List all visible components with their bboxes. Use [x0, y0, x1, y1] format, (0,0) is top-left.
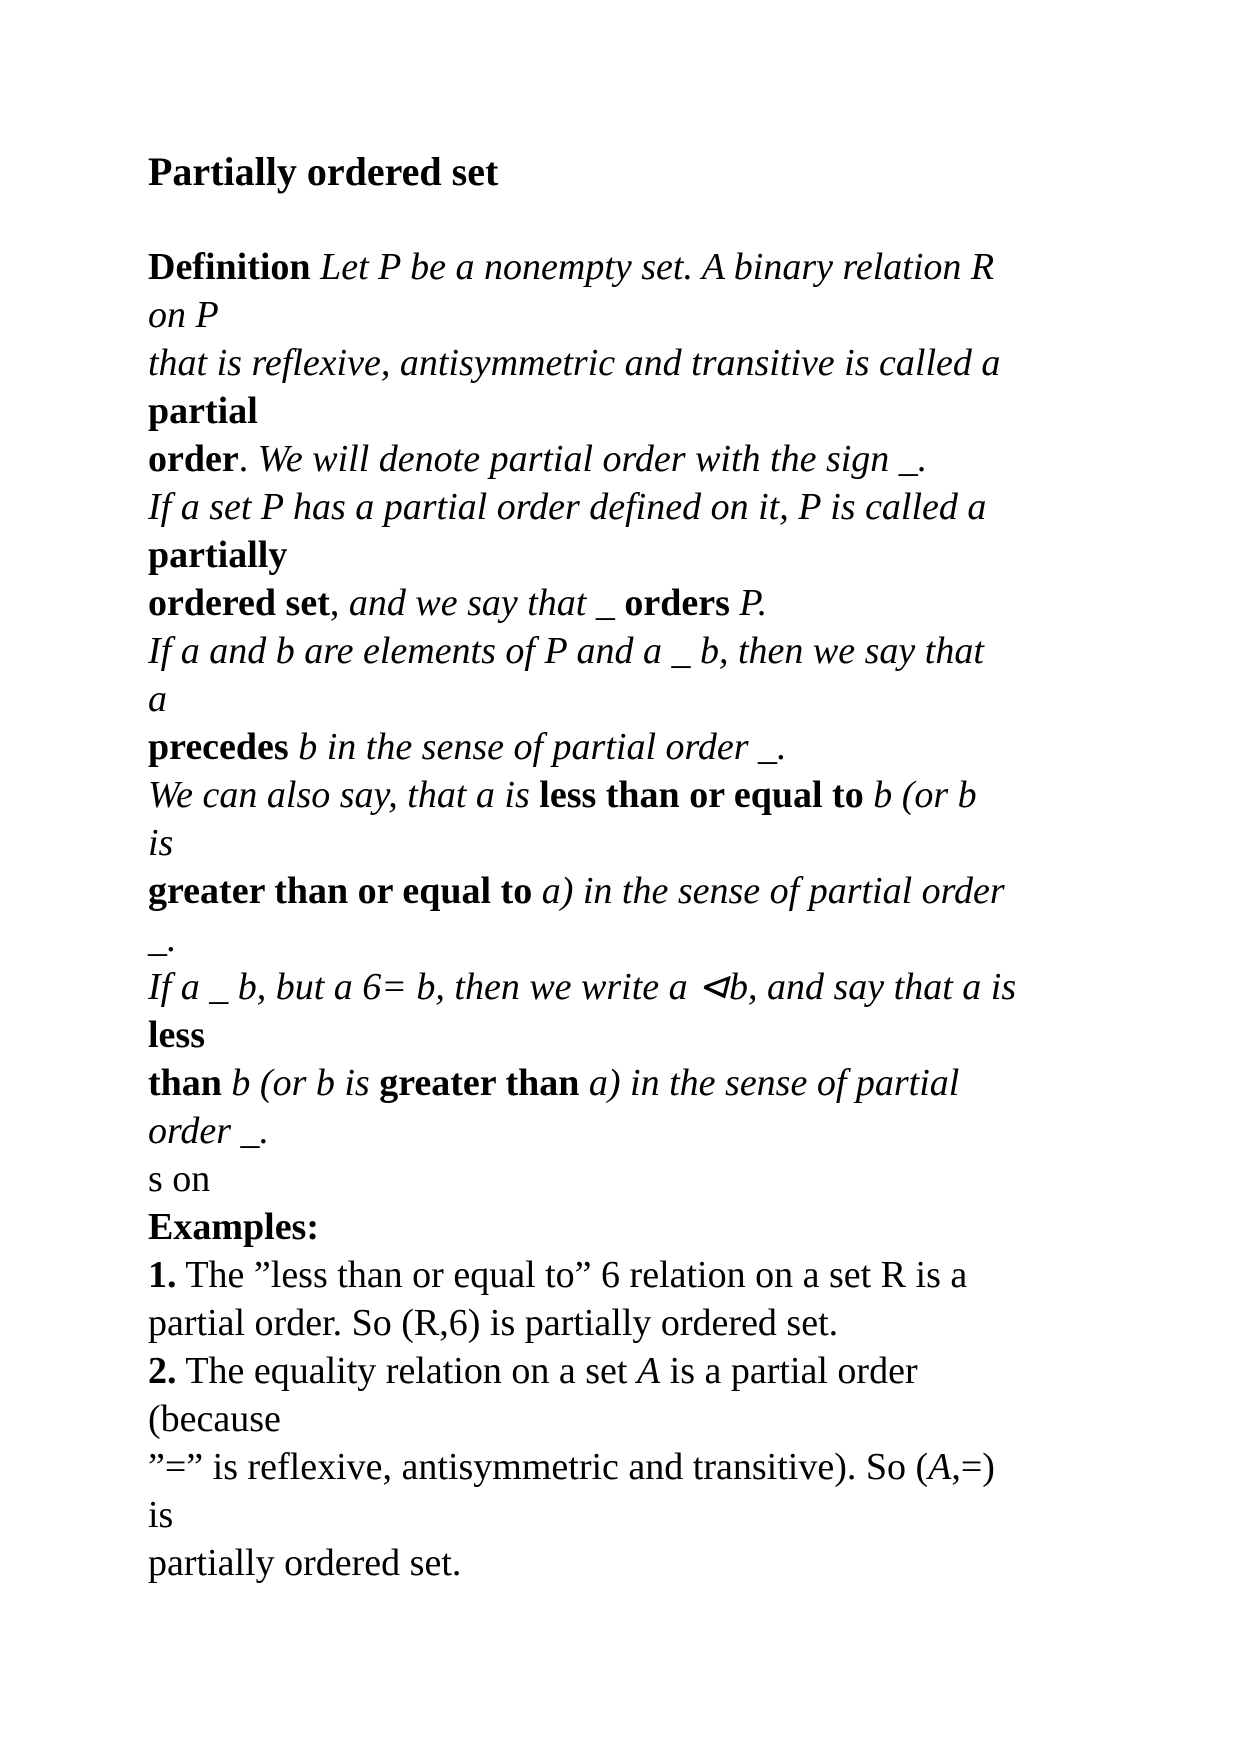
text-run: precedes [148, 726, 289, 768]
text-line [148, 627, 1016, 675]
text-run: The equality relation on a set [176, 1350, 637, 1392]
text-line [148, 291, 1016, 339]
text-run: orders [624, 582, 730, 624]
text-run: a [148, 678, 167, 720]
text-run: We will denote partial order with the sign _. [257, 438, 928, 480]
text-run: ,=) [951, 1446, 995, 1488]
text-run: that is reflexive, antisymmetric and transitive is called a [148, 342, 1001, 384]
text-line [148, 243, 1016, 291]
text-run: order _. [148, 1110, 270, 1152]
text-run: (because [148, 1398, 281, 1440]
text-run: than [148, 1062, 222, 1104]
text-line [148, 1203, 1016, 1251]
text-run: s on [148, 1158, 211, 1200]
text-run: ordered set [148, 582, 330, 624]
text-line [148, 1539, 1016, 1587]
text-line [148, 867, 1016, 915]
text-line [148, 1059, 1016, 1107]
text-run: partial [148, 390, 258, 432]
text-run: is a partial order [660, 1350, 918, 1392]
text-line [148, 963, 1016, 1011]
text-run: greater than [379, 1062, 580, 1104]
text-run: 1. [148, 1254, 177, 1296]
text-run: Let P be a nonempty set. A binary relation R [310, 246, 995, 288]
text-line [148, 1155, 1016, 1203]
text-run: , [329, 582, 349, 624]
text-line [148, 1395, 1016, 1443]
text-run: is [148, 822, 174, 864]
text-line [148, 675, 1016, 723]
text-line [148, 1443, 1016, 1491]
text-run: . [238, 438, 258, 480]
text-run: If a and b are elements of P and a _ b, then we say that [148, 630, 984, 672]
text-run: a) in the sense of partial [579, 1062, 960, 1104]
text-run: on P [148, 294, 219, 336]
text-line [148, 1107, 1016, 1155]
text-line [148, 771, 1016, 819]
text-line [148, 579, 1016, 627]
document-page [148, 0, 1108, 1754]
page-title: Partially ordered set [148, 149, 499, 194]
text-run: If a _ b, but a 6= b, then we write a ⊲b, and say that a is [148, 966, 1017, 1008]
text-run: Examples: [148, 1206, 319, 1248]
text-line [148, 723, 1016, 771]
text-line [148, 915, 1016, 963]
text-run: less [148, 1014, 205, 1056]
text-run: A [928, 1446, 952, 1488]
text-line [148, 1251, 1016, 1299]
text-run: b (or b [863, 774, 977, 816]
text-run: partially [148, 534, 288, 576]
text-run: P. [729, 582, 768, 624]
text-line [148, 1299, 1016, 1347]
text-run: less than or equal to [539, 774, 864, 816]
document-body [148, 243, 1016, 1587]
text-run: partial order. So (R,6) is partially ordered set. [148, 1302, 839, 1344]
text-run: ”=” is reflexive, antisymmetric and transitive). So ( [148, 1446, 929, 1488]
text-line [148, 483, 1016, 531]
text-run: a) in the sense of partial order [532, 870, 1005, 912]
text-line [148, 819, 1016, 867]
text-run: is [148, 1494, 174, 1536]
text-run: The ”less than or equal to” 6 relation on a set R is a [176, 1254, 968, 1296]
text-run: A [636, 1350, 661, 1392]
text-run: partially ordered set. [148, 1542, 462, 1584]
text-run: order [148, 438, 239, 480]
text-line [148, 1011, 1016, 1059]
text-run: and we say that _ [348, 582, 625, 624]
text-run: 2. [148, 1350, 177, 1392]
text-run: We can also say, that a is [148, 774, 540, 816]
text-line [148, 387, 1016, 435]
text-line [148, 531, 1016, 579]
text-run: greater than or equal to [148, 870, 533, 912]
text-line [148, 435, 1016, 483]
text-run: b (or b is [221, 1062, 380, 1104]
text-run: _. [148, 918, 177, 960]
text-run: b in the sense of partial order _. [288, 726, 787, 768]
text-line [148, 1491, 1016, 1539]
text-run: If a set P has a partial order defined on it, P is called a [148, 486, 987, 528]
text-run: Definition [148, 246, 311, 288]
text-line [148, 1347, 1016, 1395]
text-line [148, 339, 1016, 387]
